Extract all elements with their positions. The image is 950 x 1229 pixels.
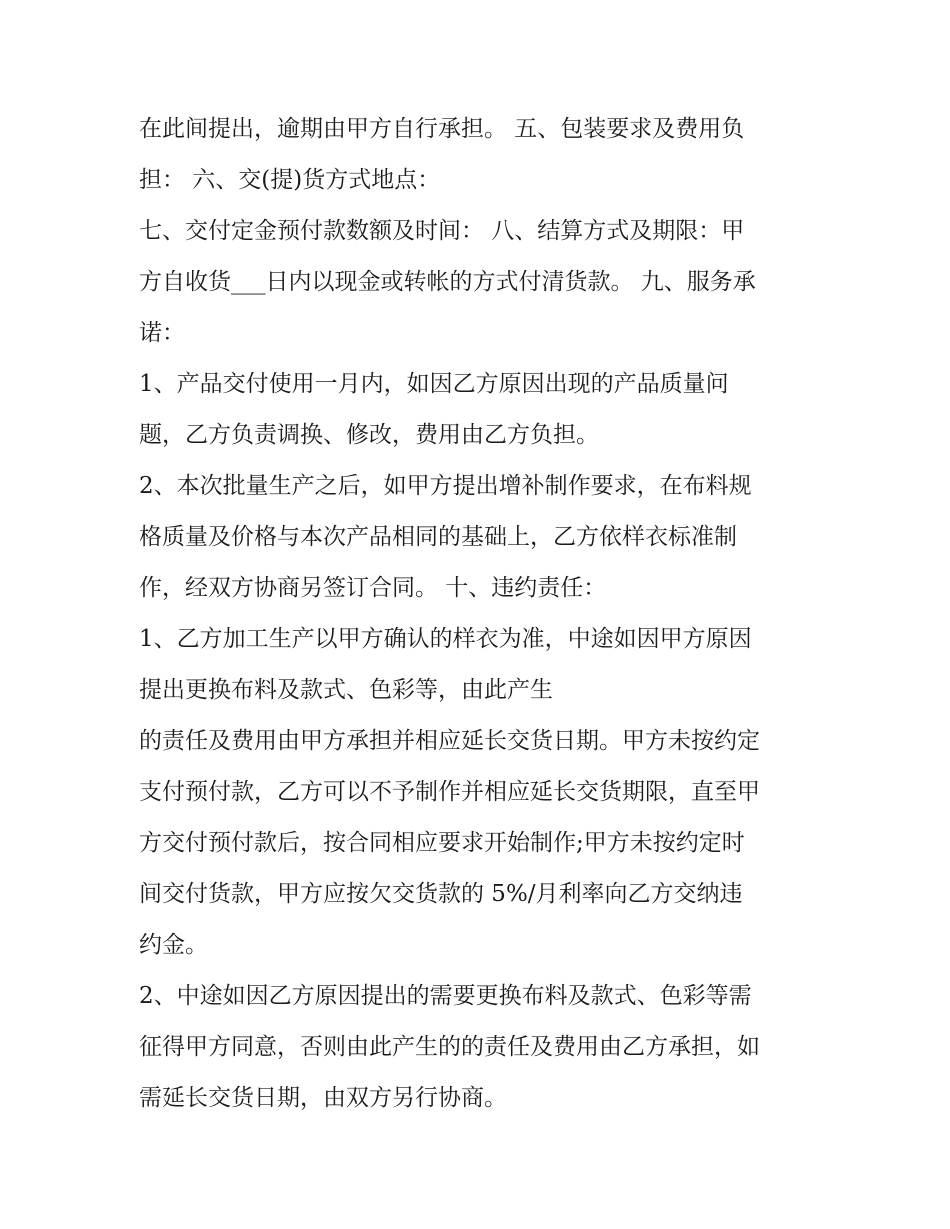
text-line: 七、交付定金预付款数额及时间： 八、结算方式及期限：甲: [139, 218, 745, 244]
text-line: 间交付货款，甲方应按欠交货款的 5%/月利率向乙方交纳违: [139, 881, 743, 907]
text-line: 在此间提出，逾期由甲方自行承担。 五、包装要求及费用负: [139, 116, 745, 142]
text-line: 方交付预付款后，按合同相应要求开始制作;甲方未按约定时: [139, 830, 745, 856]
text-line: 支付预付款，乙方可以不予制作并相应延长交货期限，直至甲: [139, 779, 760, 805]
text-line: 1、乙方加工生产以甲方确认的样衣为准，中途如因甲方原因: [139, 626, 752, 652]
text-line: 提出更换布料及款式、色彩等，由此产生: [139, 677, 553, 703]
text-line: 作，经双方协商另签订合同。 十、违约责任：: [139, 575, 607, 601]
text-line: 格质量及价格与本次产品相同的基础上，乙方依样衣标准制: [139, 524, 737, 550]
text-line: 诺：: [139, 320, 185, 346]
text-line: 征得甲方同意，否则由此产生的的责任及费用由乙方承担，如: [139, 1034, 760, 1060]
contract-text: [139, 104, 829, 1124]
text-line: 方自收货___日内以现金或转帐的方式付清货款。 九、服务承: [139, 269, 756, 295]
text-line: 约金。: [139, 932, 208, 958]
text-line: 的责任及费用由甲方承担并相应延长交货日期。甲方未按约定: [139, 728, 760, 754]
text-line: 2、中途如因乙方原因提出的需要更换布料及款式、色彩等需: [139, 983, 752, 1009]
text-line: 担： 六、交(提)货方式地点：: [139, 167, 441, 193]
text-line: 题，乙方负责调换、修改，费用由乙方负担。: [139, 422, 599, 448]
text-line: 需延长交货日期，由双方另行协商。: [139, 1085, 507, 1111]
text-line: 2、本次批量生产之后，如甲方提出增补制作要求，在布料规: [139, 473, 752, 499]
text-line: 1、产品交付使用一月内，如因乙方原因出现的产品质量问: [139, 371, 729, 397]
